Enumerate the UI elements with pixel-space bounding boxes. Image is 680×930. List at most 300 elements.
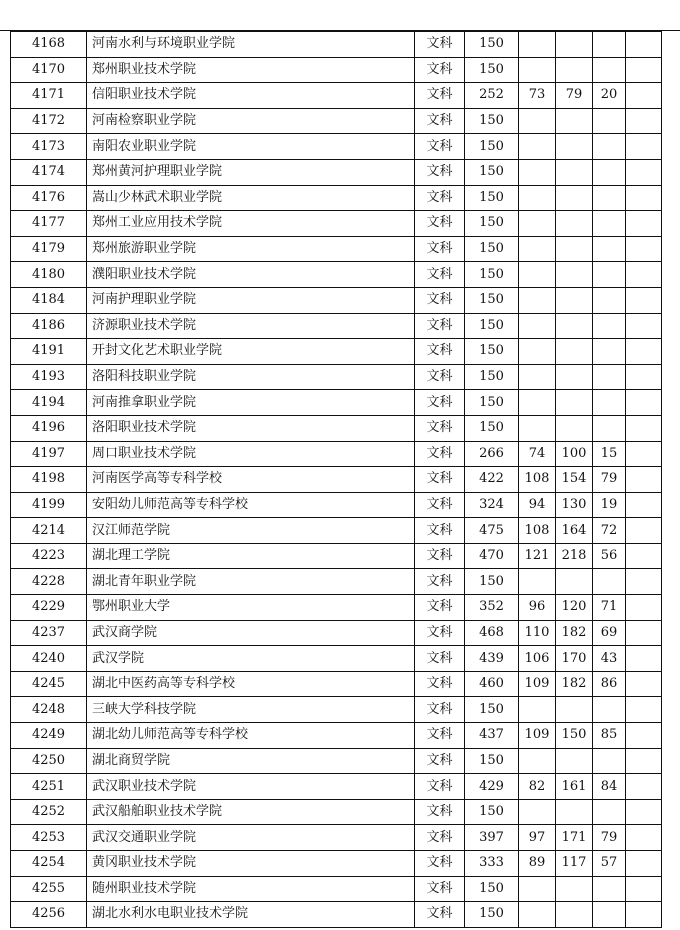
plan-count-cell: 266	[465, 441, 519, 467]
value-b-cell	[556, 185, 593, 211]
school-name-cell: 随州职业技术学院	[87, 876, 415, 902]
category-cell: 文科	[415, 467, 465, 493]
table-row	[11, 339, 662, 365]
table-row	[11, 185, 662, 211]
blank-cell	[626, 646, 662, 672]
school-name-cell: 郑州工业应用技术学院	[87, 211, 415, 237]
value-a-cell: 106	[519, 646, 556, 672]
table-row	[11, 518, 662, 544]
category-cell: 文科	[415, 287, 465, 313]
table-row	[11, 902, 662, 928]
school-code-cell: 4197	[11, 441, 87, 467]
category-cell: 文科	[415, 236, 465, 262]
school-code-cell: 4229	[11, 595, 87, 621]
value-a-cell	[519, 799, 556, 825]
category-cell: 文科	[415, 262, 465, 288]
category-cell: 文科	[415, 902, 465, 928]
value-a-cell	[519, 339, 556, 365]
table-row	[11, 569, 662, 595]
school-name-cell: 湖北理工学院	[87, 543, 415, 569]
blank-cell	[626, 723, 662, 749]
plan-count-cell: 429	[465, 774, 519, 800]
blank-cell	[626, 441, 662, 467]
category-cell: 文科	[415, 339, 465, 365]
school-code-cell: 4172	[11, 108, 87, 134]
plan-count-cell: 470	[465, 543, 519, 569]
school-code-cell: 4173	[11, 134, 87, 160]
value-a-cell: 97	[519, 825, 556, 851]
table-row	[11, 467, 662, 493]
category-cell: 文科	[415, 364, 465, 390]
value-c-cell: 15	[593, 441, 626, 467]
school-name-cell: 湖北青年职业学院	[87, 569, 415, 595]
plan-count-cell: 150	[465, 799, 519, 825]
school-name-cell: 郑州黄河护理职业学院	[87, 159, 415, 185]
value-c-cell	[593, 211, 626, 237]
value-c-cell	[593, 364, 626, 390]
category-cell: 文科	[415, 620, 465, 646]
school-name-cell: 三峡大学科技学院	[87, 697, 415, 723]
school-code-cell: 4245	[11, 671, 87, 697]
blank-cell	[626, 595, 662, 621]
value-a-cell	[519, 211, 556, 237]
value-c-cell: 86	[593, 671, 626, 697]
school-code-cell: 4179	[11, 236, 87, 262]
blank-cell	[626, 518, 662, 544]
table-row	[11, 799, 662, 825]
plan-count-cell: 150	[465, 108, 519, 134]
value-c-cell: 79	[593, 825, 626, 851]
category-cell: 文科	[415, 159, 465, 185]
value-c-cell	[593, 287, 626, 313]
table-row	[11, 83, 662, 109]
school-name-cell: 南阳农业职业学院	[87, 134, 415, 160]
value-c-cell: 56	[593, 543, 626, 569]
blank-cell	[626, 543, 662, 569]
blank-cell	[626, 825, 662, 851]
table-row	[11, 364, 662, 390]
table-row	[11, 723, 662, 749]
blank-cell	[626, 467, 662, 493]
school-name-cell: 郑州职业技术学院	[87, 57, 415, 83]
school-name-cell: 武汉交通职业学院	[87, 825, 415, 851]
table-row	[11, 748, 662, 774]
value-c-cell	[593, 313, 626, 339]
value-a-cell: 94	[519, 492, 556, 518]
table-row	[11, 57, 662, 83]
value-a-cell: 89	[519, 851, 556, 877]
plan-count-cell: 352	[465, 595, 519, 621]
value-c-cell: 57	[593, 851, 626, 877]
plan-count-cell: 150	[465, 262, 519, 288]
school-name-cell: 武汉船舶职业技术学院	[87, 799, 415, 825]
category-cell: 文科	[415, 697, 465, 723]
value-b-cell: 79	[556, 83, 593, 109]
value-a-cell	[519, 390, 556, 416]
table-row	[11, 390, 662, 416]
plan-count-cell: 468	[465, 620, 519, 646]
value-a-cell: 110	[519, 620, 556, 646]
school-code-cell: 4191	[11, 339, 87, 365]
value-b-cell: 130	[556, 492, 593, 518]
value-b-cell	[556, 415, 593, 441]
table-row	[11, 671, 662, 697]
category-cell: 文科	[415, 134, 465, 160]
school-name-cell: 湖北商贸学院	[87, 748, 415, 774]
school-code-cell: 4198	[11, 467, 87, 493]
category-cell: 文科	[415, 543, 465, 569]
value-b-cell	[556, 32, 593, 58]
plan-count-cell: 150	[465, 748, 519, 774]
plan-count-cell: 333	[465, 851, 519, 877]
value-c-cell: 19	[593, 492, 626, 518]
blank-cell	[626, 211, 662, 237]
table-row	[11, 211, 662, 237]
value-b-cell: 164	[556, 518, 593, 544]
value-a-cell	[519, 569, 556, 595]
value-a-cell	[519, 902, 556, 928]
plan-count-cell: 460	[465, 671, 519, 697]
blank-cell	[626, 339, 662, 365]
value-b-cell	[556, 876, 593, 902]
plan-count-cell: 150	[465, 57, 519, 83]
category-cell: 文科	[415, 32, 465, 58]
value-a-cell	[519, 697, 556, 723]
school-code-cell: 4170	[11, 57, 87, 83]
school-name-cell: 濮阳职业技术学院	[87, 262, 415, 288]
school-name-cell: 河南护理职业学院	[87, 287, 415, 313]
table-row	[11, 825, 662, 851]
plan-count-cell: 150	[465, 390, 519, 416]
blank-cell	[626, 287, 662, 313]
category-cell: 文科	[415, 799, 465, 825]
blank-cell	[626, 159, 662, 185]
school-name-cell: 开封文化艺术职业学院	[87, 339, 415, 365]
plan-count-cell: 324	[465, 492, 519, 518]
category-cell: 文科	[415, 851, 465, 877]
school-name-cell: 河南水利与环境职业学院	[87, 32, 415, 58]
blank-cell	[626, 671, 662, 697]
category-cell: 文科	[415, 671, 465, 697]
table-row	[11, 108, 662, 134]
category-cell: 文科	[415, 313, 465, 339]
plan-count-cell: 397	[465, 825, 519, 851]
plan-count-cell: 150	[465, 569, 519, 595]
value-c-cell	[593, 697, 626, 723]
blank-cell	[626, 236, 662, 262]
value-c-cell	[593, 876, 626, 902]
category-cell: 文科	[415, 876, 465, 902]
table-body	[11, 32, 662, 928]
value-c-cell	[593, 57, 626, 83]
school-code-cell: 4255	[11, 876, 87, 902]
school-name-cell: 洛阳职业技术学院	[87, 415, 415, 441]
value-b-cell	[556, 236, 593, 262]
value-c-cell: 84	[593, 774, 626, 800]
value-b-cell	[556, 697, 593, 723]
value-a-cell	[519, 32, 556, 58]
value-c-cell	[593, 108, 626, 134]
blank-cell	[626, 390, 662, 416]
category-cell: 文科	[415, 774, 465, 800]
table-row	[11, 620, 662, 646]
school-code-cell: 4193	[11, 364, 87, 390]
value-c-cell: 72	[593, 518, 626, 544]
blank-cell	[626, 697, 662, 723]
value-b-cell: 150	[556, 723, 593, 749]
blank-cell	[626, 902, 662, 928]
school-name-cell: 湖北幼儿师范高等专科学校	[87, 723, 415, 749]
school-name-cell: 洛阳科技职业学院	[87, 364, 415, 390]
blank-cell	[626, 134, 662, 160]
plan-count-cell: 150	[465, 339, 519, 365]
category-cell: 文科	[415, 108, 465, 134]
school-code-cell: 4254	[11, 851, 87, 877]
table-row	[11, 543, 662, 569]
school-name-cell: 河南推拿职业学院	[87, 390, 415, 416]
value-b-cell: 100	[556, 441, 593, 467]
value-b-cell: 182	[556, 620, 593, 646]
plan-count-cell: 150	[465, 211, 519, 237]
school-code-cell: 4223	[11, 543, 87, 569]
value-b-cell	[556, 902, 593, 928]
value-b-cell	[556, 339, 593, 365]
value-c-cell: 20	[593, 83, 626, 109]
value-b-cell: 218	[556, 543, 593, 569]
value-b-cell: 170	[556, 646, 593, 672]
value-c-cell: 79	[593, 467, 626, 493]
table-row	[11, 262, 662, 288]
table-row	[11, 876, 662, 902]
school-code-cell: 4180	[11, 262, 87, 288]
school-code-cell: 4176	[11, 185, 87, 211]
value-b-cell	[556, 108, 593, 134]
school-code-cell: 4214	[11, 518, 87, 544]
plan-count-cell: 150	[465, 159, 519, 185]
category-cell: 文科	[415, 83, 465, 109]
school-code-cell: 4186	[11, 313, 87, 339]
blank-cell	[626, 851, 662, 877]
blank-cell	[626, 492, 662, 518]
school-code-cell: 4184	[11, 287, 87, 313]
school-code-cell: 4196	[11, 415, 87, 441]
school-name-cell: 汉江师范学院	[87, 518, 415, 544]
school-code-cell: 4251	[11, 774, 87, 800]
blank-cell	[626, 799, 662, 825]
admissions-table	[10, 31, 662, 928]
blank-cell	[626, 108, 662, 134]
value-a-cell: 82	[519, 774, 556, 800]
value-c-cell	[593, 159, 626, 185]
value-b-cell: 117	[556, 851, 593, 877]
value-b-cell	[556, 390, 593, 416]
school-code-cell: 4171	[11, 83, 87, 109]
school-name-cell: 嵩山少林武术职业学院	[87, 185, 415, 211]
school-name-cell: 济源职业技术学院	[87, 313, 415, 339]
school-name-cell: 湖北中医药高等专科学校	[87, 671, 415, 697]
category-cell: 文科	[415, 748, 465, 774]
value-a-cell	[519, 313, 556, 339]
value-a-cell	[519, 415, 556, 441]
value-b-cell	[556, 211, 593, 237]
blank-cell	[626, 364, 662, 390]
plan-count-cell: 475	[465, 518, 519, 544]
value-a-cell: 74	[519, 441, 556, 467]
plan-count-cell: 439	[465, 646, 519, 672]
plan-count-cell: 150	[465, 134, 519, 160]
category-cell: 文科	[415, 441, 465, 467]
plan-count-cell: 437	[465, 723, 519, 749]
value-b-cell	[556, 799, 593, 825]
school-code-cell: 4240	[11, 646, 87, 672]
value-a-cell	[519, 748, 556, 774]
school-code-cell: 4248	[11, 697, 87, 723]
school-name-cell: 周口职业技术学院	[87, 441, 415, 467]
plan-count-cell: 150	[465, 364, 519, 390]
school-name-cell: 河南检察职业学院	[87, 108, 415, 134]
blank-cell	[626, 876, 662, 902]
category-cell: 文科	[415, 825, 465, 851]
value-a-cell	[519, 364, 556, 390]
school-code-cell: 4228	[11, 569, 87, 595]
value-c-cell	[593, 185, 626, 211]
value-b-cell	[556, 287, 593, 313]
plan-count-cell: 150	[465, 236, 519, 262]
value-c-cell	[593, 32, 626, 58]
table-row	[11, 134, 662, 160]
blank-cell	[626, 83, 662, 109]
school-code-cell: 4168	[11, 32, 87, 58]
blank-cell	[626, 620, 662, 646]
blank-cell	[626, 262, 662, 288]
value-b-cell	[556, 569, 593, 595]
value-c-cell	[593, 390, 626, 416]
value-c-cell	[593, 262, 626, 288]
blank-cell	[626, 32, 662, 58]
value-c-cell	[593, 134, 626, 160]
value-c-cell	[593, 236, 626, 262]
school-code-cell: 4194	[11, 390, 87, 416]
value-c-cell	[593, 902, 626, 928]
school-name-cell: 武汉职业技术学院	[87, 774, 415, 800]
value-b-cell: 182	[556, 671, 593, 697]
value-a-cell	[519, 159, 556, 185]
value-a-cell: 109	[519, 723, 556, 749]
plan-count-cell: 150	[465, 32, 519, 58]
value-a-cell	[519, 262, 556, 288]
table-row	[11, 492, 662, 518]
school-code-cell: 4252	[11, 799, 87, 825]
plan-count-cell: 150	[465, 697, 519, 723]
category-cell: 文科	[415, 646, 465, 672]
table-row	[11, 415, 662, 441]
table-row	[11, 851, 662, 877]
value-c-cell: 71	[593, 595, 626, 621]
school-name-cell: 鄂州职业大学	[87, 595, 415, 621]
table-row	[11, 287, 662, 313]
category-cell: 文科	[415, 569, 465, 595]
category-cell: 文科	[415, 723, 465, 749]
value-a-cell: 73	[519, 83, 556, 109]
plan-count-cell: 422	[465, 467, 519, 493]
value-b-cell: 154	[556, 467, 593, 493]
table-row	[11, 646, 662, 672]
school-name-cell: 湖北水利水电职业技术学院	[87, 902, 415, 928]
category-cell: 文科	[415, 211, 465, 237]
school-code-cell: 4237	[11, 620, 87, 646]
value-a-cell	[519, 134, 556, 160]
value-b-cell	[556, 57, 593, 83]
value-a-cell	[519, 57, 556, 83]
value-a-cell: 109	[519, 671, 556, 697]
school-name-cell: 河南医学高等专科学校	[87, 467, 415, 493]
school-name-cell: 郑州旅游职业学院	[87, 236, 415, 262]
category-cell: 文科	[415, 595, 465, 621]
plan-count-cell: 150	[465, 185, 519, 211]
value-b-cell: 120	[556, 595, 593, 621]
value-c-cell	[593, 569, 626, 595]
plan-count-cell: 150	[465, 287, 519, 313]
plan-count-cell: 150	[465, 415, 519, 441]
school-name-cell: 信阳职业技术学院	[87, 83, 415, 109]
value-b-cell	[556, 134, 593, 160]
table-row	[11, 236, 662, 262]
plan-count-cell: 252	[465, 83, 519, 109]
value-a-cell: 108	[519, 467, 556, 493]
value-a-cell	[519, 287, 556, 313]
table-row	[11, 32, 662, 58]
value-a-cell: 108	[519, 518, 556, 544]
value-c-cell: 85	[593, 723, 626, 749]
blank-cell	[626, 774, 662, 800]
table-row	[11, 441, 662, 467]
school-code-cell: 4177	[11, 211, 87, 237]
school-code-cell: 4250	[11, 748, 87, 774]
value-a-cell	[519, 876, 556, 902]
value-a-cell	[519, 108, 556, 134]
category-cell: 文科	[415, 492, 465, 518]
blank-cell	[626, 57, 662, 83]
blank-cell	[626, 415, 662, 441]
value-c-cell: 43	[593, 646, 626, 672]
plan-count-cell: 150	[465, 876, 519, 902]
value-a-cell	[519, 185, 556, 211]
blank-cell	[626, 748, 662, 774]
value-c-cell	[593, 415, 626, 441]
category-cell: 文科	[415, 390, 465, 416]
value-c-cell	[593, 748, 626, 774]
school-code-cell: 4199	[11, 492, 87, 518]
plan-count-cell: 150	[465, 313, 519, 339]
category-cell: 文科	[415, 415, 465, 441]
blank-cell	[626, 185, 662, 211]
value-b-cell: 161	[556, 774, 593, 800]
category-cell: 文科	[415, 57, 465, 83]
value-a-cell: 121	[519, 543, 556, 569]
category-cell: 文科	[415, 185, 465, 211]
value-b-cell: 171	[556, 825, 593, 851]
school-code-cell: 4249	[11, 723, 87, 749]
value-b-cell	[556, 364, 593, 390]
school-name-cell: 武汉学院	[87, 646, 415, 672]
value-b-cell	[556, 159, 593, 185]
value-b-cell	[556, 748, 593, 774]
value-b-cell	[556, 262, 593, 288]
table-row	[11, 159, 662, 185]
school-code-cell: 4174	[11, 159, 87, 185]
school-name-cell: 武汉商学院	[87, 620, 415, 646]
value-c-cell	[593, 339, 626, 365]
